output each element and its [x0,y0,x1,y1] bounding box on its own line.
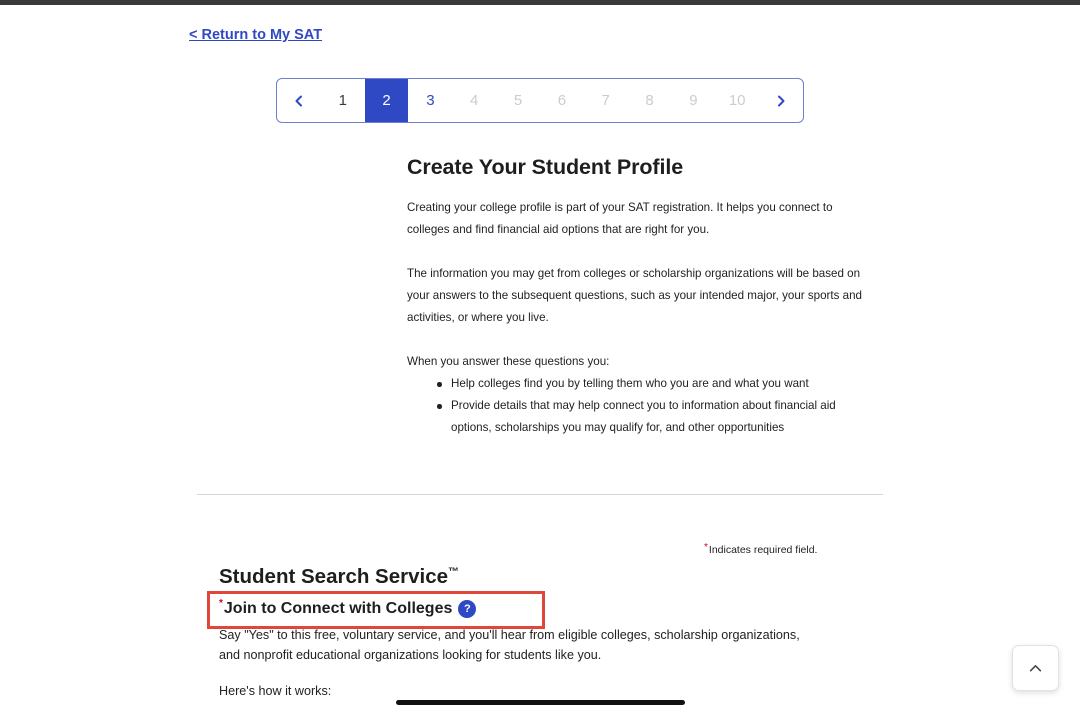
page-5-button: 5 [513,92,523,109]
page-3-button[interactable]: 3 [426,92,435,109]
benefits-list [435,373,867,439]
page-6-button: 6 [557,92,567,109]
browser-top-strip [0,0,1080,5]
search-service-description: Say "Yes" to this free, voluntary service, and you'll hear from eligible colleges, scholarship organizations, and nonprofit educational organizations looking for students like you. [219,628,800,662]
required-field-note [704,544,817,556]
return-to-my-sat-link[interactable]: < Return to My SAT [189,27,323,43]
question-icon[interactable]: ? [458,600,476,618]
scroll-to-top-button[interactable] [1012,645,1059,691]
chevron-up-icon [1029,662,1042,675]
info-paragraph: The information you may get from colleges or scholarship organizations will be based on your answers to the subsequent questions, such as your intended major, your sports and activities, or where you live. [407,267,862,324]
next-page-button[interactable] [759,79,803,122]
list-item: Help colleges find you by telling them who you are and what you want [435,373,867,395]
required-note-text: Indicates required field. [708,544,818,556]
page-1-button[interactable]: 1 [338,92,347,109]
student-search-title [219,565,459,589]
page-7-button: 7 [601,92,610,109]
join-question-heading [219,597,476,618]
page-title: Create Your Student Profile [407,155,684,179]
required-star: * [704,542,708,553]
profile-intro-section [407,155,867,439]
chevron-right-icon [775,95,787,107]
how-it-works-label: Here's how it works: [219,684,332,698]
page-8-button: 8 [645,92,654,109]
list-intro: When you answer these questions you: [407,355,610,368]
required-star: * [219,597,223,609]
join-heading-text: Join to Connect with Colleges [223,600,453,617]
page-10-button: 10 [728,92,746,109]
step-pagination [276,78,804,123]
list-item: Provide details that may help connect you to information about financial aid options, scholarships you may qualify for, and other opportunities [435,395,867,439]
section-divider [197,494,883,495]
page-9-button: 9 [689,92,698,109]
previous-page-button[interactable] [277,79,321,122]
student-search-title-text: Student Search Service [219,565,449,588]
page-4-button: 4 [470,92,479,109]
trademark-symbol: ™ [448,566,460,578]
chevron-left-icon [293,95,305,107]
page-2-button[interactable]: 2 [365,79,409,122]
intro-paragraph: Creating your college profile is part of your SAT registration. It helps you connect to colleges and find financial aid options that are right for you. [407,201,833,236]
home-indicator [396,700,685,705]
